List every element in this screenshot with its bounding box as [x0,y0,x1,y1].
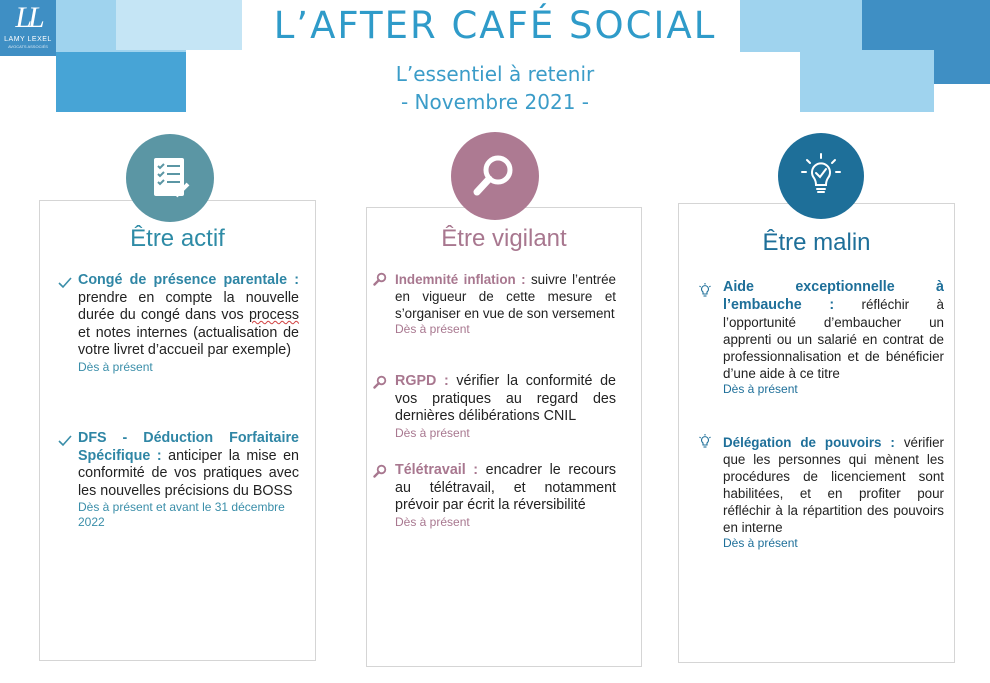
item-lead: Aide exceptionnelle à l’embauche : [723,279,944,313]
deco-block-right-lower [800,50,934,112]
item-teletravail [395,462,616,530]
check-icon [58,434,72,452]
item-text: vérifier que les personnes qui mènent les procédures de licenciement sont habilitées, et en profiter pour réfléchir à la répartition des pouvoirs en interne [723,435,944,535]
logo-subtext: AVOCATS ASSOCIÉS [8,44,48,49]
page-title: L’AFTER CAFÉ SOCIAL [273,4,717,47]
item-when: Dès à présent et avant le 31 décembre 2022 [78,500,285,529]
item-when: Dès à présent [723,536,798,550]
item-lead: RGPD : [395,373,449,389]
item-when: Dès à présent [395,322,470,336]
item-text: vérifier la conformité de vos pratiques au regard des dernières délibérations CNIL [395,373,616,424]
item-lead: DFS - Déduction Forfaitaire Spécifique : [78,430,299,464]
item-text-after: et notes internes (actualisation de votre livret d’accueil par exemple) [78,324,299,358]
heading-etre-actif: Être actif [130,225,225,252]
item-text-underlined: process [248,307,300,323]
item-when: Dès à présent [78,359,153,374]
logo-mark: LL [15,1,41,34]
item-when: Dès à présent [395,514,470,529]
lamy-lexel-logo [0,0,56,56]
checklist-icon [126,134,214,222]
heading-etre-malin: Être malin [762,229,871,256]
deco-block-mid-left [56,52,186,112]
item-conge-presence-parentale [78,272,299,375]
lightbulb-bullet-icon [697,282,713,303]
item-lead: Délégation de pouvoirs : [723,435,895,450]
item-lead: Télétravail : [395,462,479,478]
magnifier-bullet-icon [373,464,387,483]
item-text: réfléchir à l’opportunité d’embaucher un apprenti ou un salarié en contrat de professionnalisation et de bénéficier d’une aide à ce titre [723,297,944,381]
item-when: Dès à présent [395,425,470,440]
item-dfs [78,430,299,530]
item-text: anticiper la mise en conformité de vos pratiques avec les nouvelles précisions du BOSS [78,447,299,499]
heading-etre-vigilant: Être vigilant [441,225,567,252]
card-etre-malin [678,203,955,663]
item-when: Dès à présent [723,382,798,396]
item-rgpd [395,373,616,441]
item-lead: Congé de présence parentale : [78,272,299,288]
item-text: encadrer le recours au télétravail, et notamment prévoir par écrit la réversibilité [395,462,616,513]
magnifier-bullet-icon [373,375,387,394]
lightbulb-icon [778,133,864,219]
subtitle-line-1: L’essentiel à retenir [395,62,595,86]
item-text: prendre en compte la nouvelle durée du congé dans vos [78,289,299,323]
check-icon [58,276,72,294]
item-indemnite-inflation [395,271,616,337]
lightbulb-bullet-icon [697,433,713,454]
magnifier-bullet-icon [373,272,387,291]
subtitle-line-2: - Novembre 2021 - [400,90,589,114]
item-delegation-pouvoirs [723,434,944,551]
logo-text: LAMY LEXEL [4,36,52,43]
item-text: suivre l’entrée en vigueur de cette mesure et s’organiser en vue de son versement [395,272,616,321]
magnifier-icon [451,132,539,220]
item-lead: Indemnité inflation : [395,272,526,287]
item-aide-embauche [723,278,944,397]
